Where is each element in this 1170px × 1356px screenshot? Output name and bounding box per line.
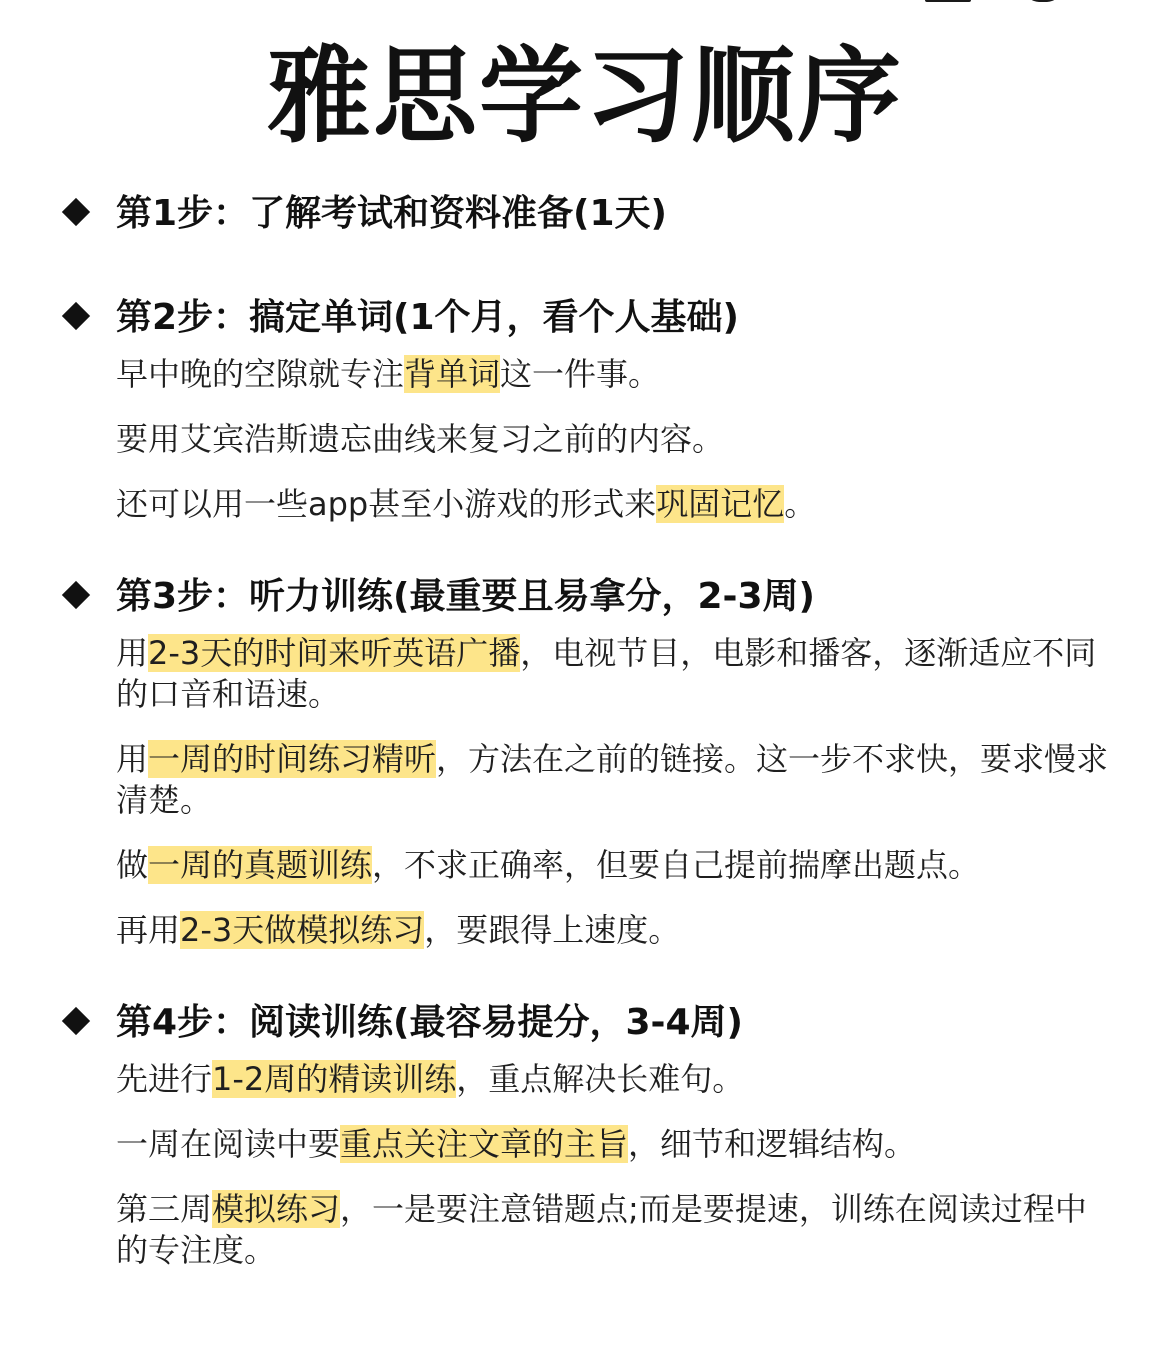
diamond-bullet-icon [62,198,90,226]
paragraph-text: ，电视节目，电影和播客，逐渐适应不同的口音和语速。 [116,634,1097,713]
step-3 [0,573,1170,951]
highlighted-text: 2-3天的时间来听英语广播 [148,634,521,672]
step-paragraph [0,1124,1170,1165]
highlighted-text: 背单词 [404,355,501,393]
paragraph-text: ，方法在之前的链接。这一步不求快，要求慢求清楚。 [116,740,1109,819]
paragraph-text: 。 [784,485,817,523]
top-cropped-graphic [925,0,1075,8]
highlighted-text: 巩固记忆 [656,485,785,523]
step-heading-text: 第2步：搞定单词(1个月，看个人基础) [116,297,740,338]
cropped-bar-shape [925,0,971,2]
highlighted-text: 一周的真题训练 [148,846,373,884]
step-paragraph [0,739,1170,821]
step-heading [0,190,1170,238]
paragraph-text: 先进行 [116,1060,213,1098]
step-paragraph [0,354,1170,395]
paragraph-text: ，不求正确率，但要自己提前揣摩出题点。 [372,846,981,884]
paragraph-text: 一周在阅读中要 [116,1125,341,1163]
step-paragraph [0,419,1170,460]
step-paragraph [0,1059,1170,1100]
step-heading-text: 第1步：了解考试和资料准备(1天) [116,193,668,234]
step-heading-text: 第4步：阅读训练(最容易提分，3-4周) [116,1002,743,1043]
diamond-bullet-icon [62,581,90,609]
step-paragraph [0,484,1170,525]
step-heading [0,294,1170,342]
diamond-bullet-icon [62,1007,90,1035]
paragraph-text: ，一是要注意错题点;而是要提速，训练在阅读过程中的专注度。 [116,1190,1087,1269]
step-4 [0,999,1170,1271]
paragraph-text: 用 [116,634,149,672]
step-heading-text: 第3步：听力训练(最重要且易拿分，2-3周) [116,576,815,617]
highlighted-text: 1-2周的精读训练 [212,1060,457,1098]
highlighted-text: 重点关注文章的主旨 [340,1125,629,1163]
diamond-bullet-icon [62,302,90,330]
step-2 [0,294,1170,525]
step-heading [0,573,1170,621]
highlighted-text: 模拟练习 [212,1190,341,1228]
paragraph-text: 早中晚的空隙就专注 [116,355,405,393]
step-1 [0,190,1170,238]
paragraph-text: 用 [116,740,149,778]
paragraph-text: 这一件事。 [500,355,661,393]
page-title: 雅思学习顺序 [266,35,903,157]
paragraph-text: 要用艾宾浩斯遗忘曲线来复习之前的内容。 [116,420,725,458]
paragraph-text: ，重点解决长难句。 [456,1060,745,1098]
highlighted-text: 2-3天做模拟练习 [180,911,425,949]
paragraph-text: 再用 [116,911,181,949]
paragraph-text: ，要跟得上速度。 [424,911,681,949]
step-paragraph [0,845,1170,886]
step-paragraph [0,910,1170,951]
step-heading [0,999,1170,1047]
steps-list [0,190,1170,1271]
cropped-circle-shape [1025,0,1061,2]
step-paragraph [0,1189,1170,1271]
highlighted-text: 一周的时间练习精听 [148,740,437,778]
paragraph-text: 做 [116,846,149,884]
paragraph-text: 还可以用一些app甚至小游戏的形式来 [116,485,657,523]
paragraph-text: ，细节和逻辑结构。 [628,1125,917,1163]
step-paragraph [0,633,1170,715]
paragraph-text: 第三周 [116,1190,213,1228]
